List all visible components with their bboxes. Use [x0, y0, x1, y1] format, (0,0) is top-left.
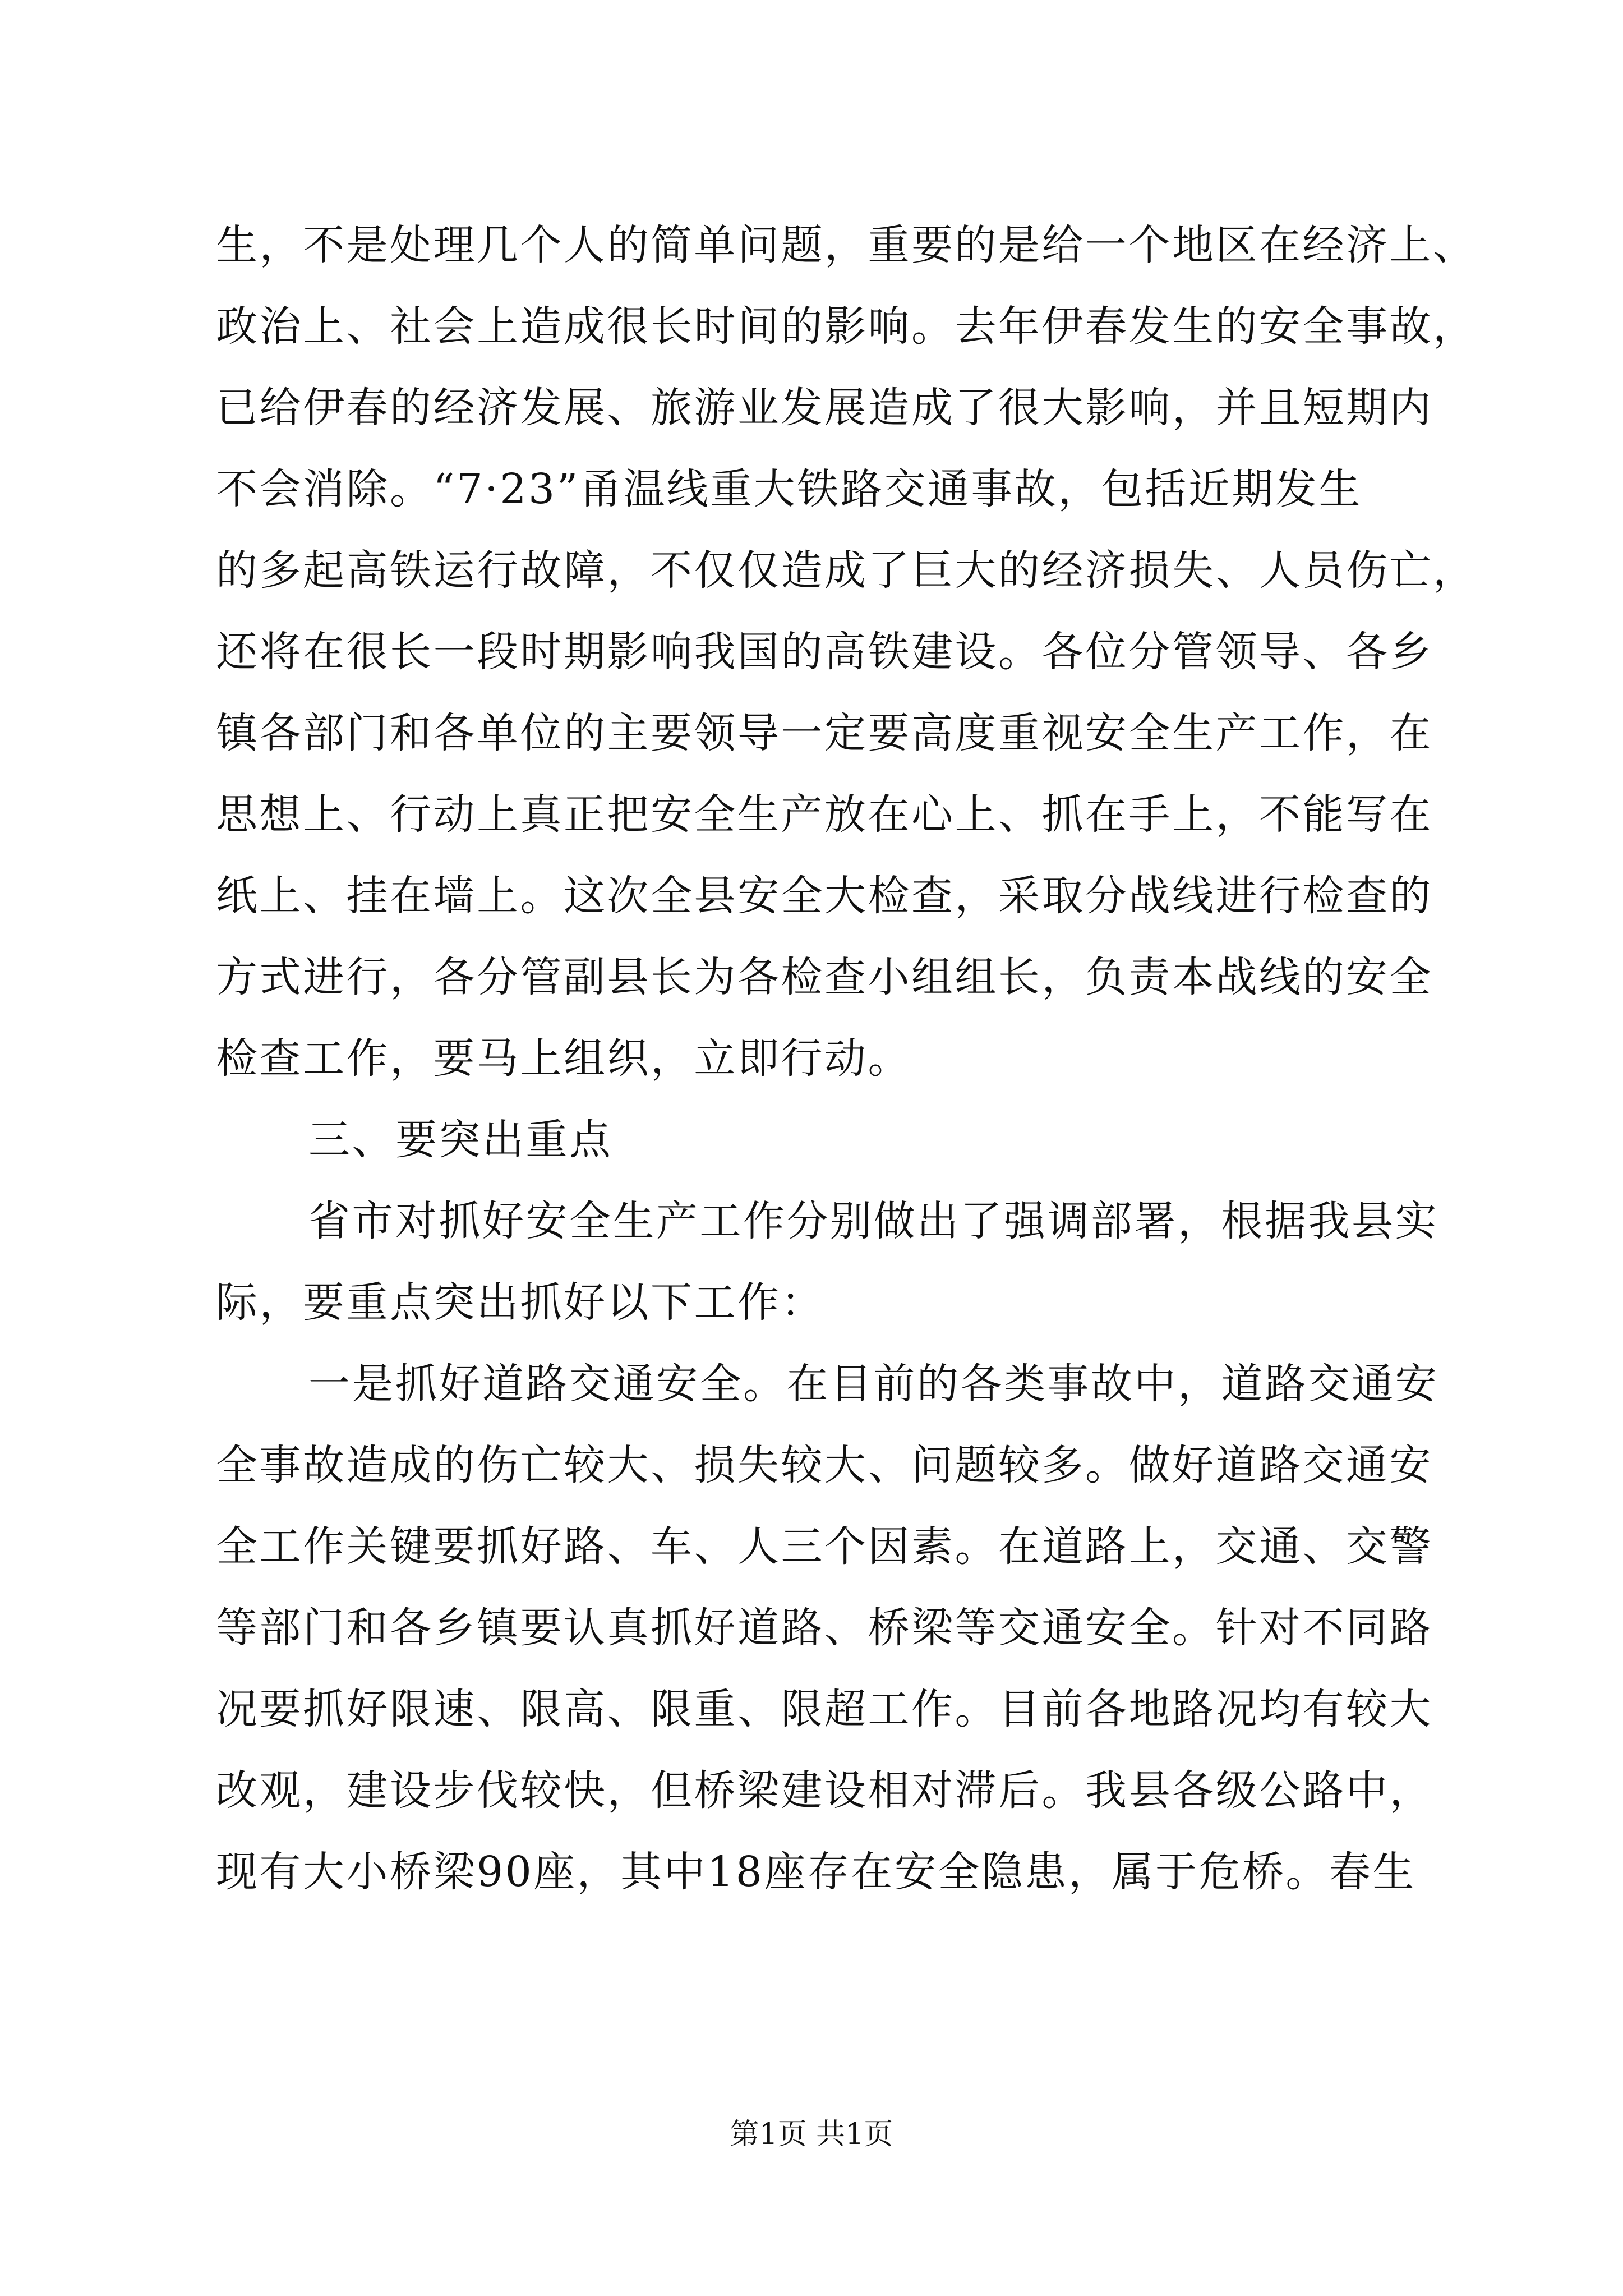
text-line: 等部门和各乡镇要认真抓好道路、桥梁等交通安全。针对不同路: [216, 1604, 1433, 1652]
text-line: 况要抓好限速、限高、限重、限超工作。目前各地路况均有较大: [216, 1685, 1433, 1733]
text-line: 省市对抓好安全生产工作分别做出了强调部署，根据我县实: [308, 1197, 1438, 1245]
text-line: 不会消除。“7·23”甬温线重大铁路交通事故，包括近期发生: [216, 465, 1362, 513]
text-line: 已给伊春的经济发展、旅游业发展造成了很大影响，并且短期内: [216, 384, 1433, 432]
text-line: 还将在很长一段时期影响我国的高铁建设。各位分管领导、各乡: [216, 628, 1433, 676]
text-line: 方式进行，各分管副县长为各检查小组组长，负责本战线的安全: [216, 953, 1433, 1001]
section-heading: 三、要突出重点: [308, 1116, 613, 1164]
text-line: 现有大小桥梁90座，其中18座存在安全隐患，属于危桥。春生: [216, 1848, 1416, 1896]
page-footer: [0, 2115, 1623, 2154]
text-line: 检查工作，要马上组织，立即行动。: [216, 1034, 911, 1083]
document-body: [216, 205, 1477, 1913]
text-line: 政治上、社会上造成很长时间的影响。去年伊春发生的安全事故，: [216, 302, 1477, 351]
text-line: 纸上、挂在墙上。这次全县安全大检查，采取分战线进行检查的: [216, 872, 1433, 920]
text-line: 全工作关键要抓好路、车、人三个因素。在道路上，交通、交警: [216, 1522, 1433, 1571]
text-line: 生，不是处理几个人的简单问题，重要的是给一个地区在经济上、: [216, 221, 1477, 269]
text-line: 镇各部门和各单位的主要领导一定要高度重视安全生产工作，在: [216, 709, 1433, 757]
text-line: 的多起高铁运行故障，不仅仅造成了巨大的经济损失、人员伤亡，: [216, 546, 1477, 595]
text-line: 改观，建设步伐较快，但桥梁建设相对滞后。我县各级公路中，: [216, 1766, 1433, 1815]
page-number-label: 第1页 共1页: [730, 2118, 893, 2151]
text-line: 全事故造成的伤亡较大、损失较大、问题较多。做好道路交通安: [216, 1441, 1433, 1489]
text-line: 际，要重点突出抓好以下工作：: [216, 1278, 824, 1327]
text-line: 一是抓好道路交通安全。在目前的各类事故中，道路交通安: [308, 1360, 1438, 1408]
text-line: 思想上、行动上真正把安全生产放在心上、抓在手上，不能写在: [216, 790, 1433, 839]
